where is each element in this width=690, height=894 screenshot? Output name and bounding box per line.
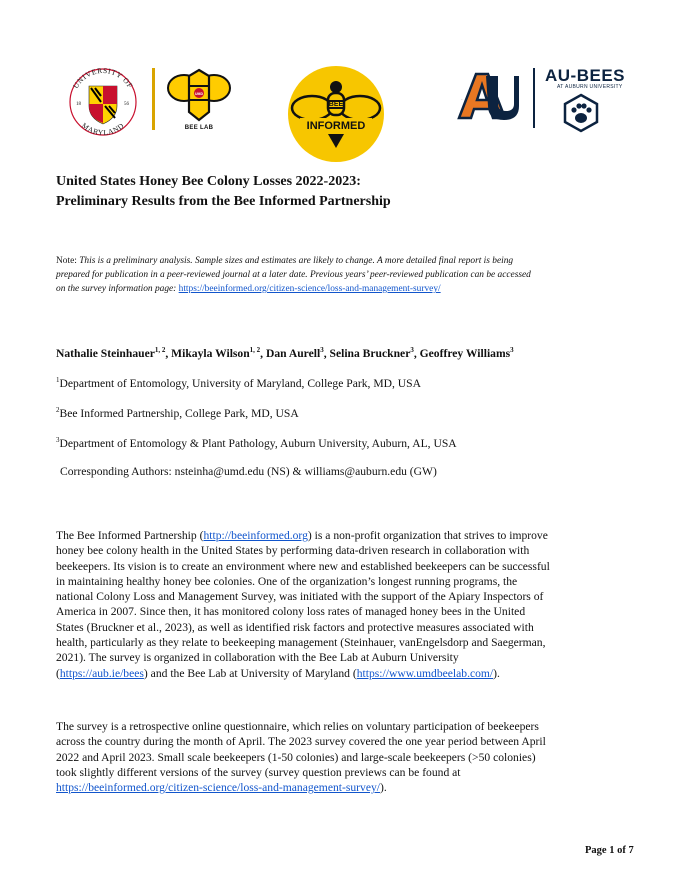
affiliation-text: Department of Entomology & Plant Pathology, Auburn University, Auburn, AL, USA	[59, 436, 457, 450]
affiliation-sup: 3	[56, 436, 60, 444]
para-line: States (Bruckner et al., 2023), as well as identified risk factors and protective measures associated with	[56, 620, 534, 634]
affiliation-3	[56, 436, 457, 450]
auburn-au-logo	[456, 70, 522, 122]
para-line: across the country during the month of April. The 2023 survey covered the one year period between April	[56, 735, 546, 749]
survey-info-link[interactable]: https://beeinformed.org/citizen-science/loss-and-management-survey/	[178, 284, 441, 294]
bee-informed-top-text: BEE	[328, 101, 344, 108]
logo-divider-navy	[533, 68, 535, 128]
author-name: Geoffrey Williams	[419, 346, 511, 360]
para-line: The survey is a retrospective online questionnaire, which relies on voluntary participation of beekeepers	[56, 720, 539, 733]
para-text: ) and the Bee Lab at University of Maryland (	[143, 666, 357, 680]
para-text: The Bee Informed Partnership (	[56, 529, 204, 542]
author-affiliation-sup: 3	[320, 346, 324, 354]
author-affiliation-sup: 1, 2	[249, 346, 261, 354]
affiliation-sup: 2	[56, 406, 60, 414]
para-line: 2022 and April 2023. Small scale beekeepers (1-50 colonies) and large-scale beekeepers (>50 colonies)	[56, 750, 536, 764]
para-text: ).	[379, 781, 387, 795]
author-affiliation-sup: 3	[510, 346, 514, 354]
para-line: took slightly different versions of the survey (survey question previews can be found at	[56, 765, 461, 779]
note-line-2: prepared for publication in a peer-reviewed journal at a later date. Previous years’ peer-reviewed publication can be accessed	[56, 270, 531, 280]
umd-year-left: 18	[76, 102, 81, 107]
para-line: in maintaining healthy honey bee colonies. One of the organization’s longest running programs, the	[56, 574, 518, 588]
umd-ring-bottom-text: MARYLAND	[80, 120, 126, 136]
title-line-2: Preliminary Results from the Bee Informed Partnership	[56, 194, 391, 209]
aubees-subtitle: AT AUBURN UNIVERSITY	[557, 84, 623, 90]
umd-year-right: 56	[124, 102, 129, 107]
bee-informed-logo	[286, 64, 386, 164]
para-text: (	[56, 666, 60, 680]
author-name: Selina Bruckner	[329, 346, 411, 360]
bee-lab-badge-text: UMD	[195, 92, 203, 96]
author-name: Mikayla Wilson	[171, 346, 250, 360]
aubees-hexagon-paw-icon	[560, 92, 602, 134]
document-title	[56, 172, 391, 212]
para-text: ).	[493, 666, 500, 680]
author-name: Dan Aurell	[265, 346, 321, 360]
preliminary-note	[56, 254, 636, 296]
bee-informed-bottom-text: INFORMED	[306, 120, 366, 132]
aubees-title: AU-BEES	[545, 66, 626, 85]
bee-lab-label: BEE LAB	[184, 125, 214, 131]
para-line: 2021). The survey is organized in collaboration with the Bee Lab at Auburn University	[56, 651, 459, 665]
para-line: national Colony Loss and Management Survey, was initiated with the support of the Apiary Inspectors of	[56, 590, 544, 604]
aub-bees-link[interactable]: https://aub.ie/bees	[59, 666, 144, 680]
author-list: Nathalie Steinhauer$^{1, 2}$, Mikayla Wilson$^{1, 2}$, Dan Aurell$^3$, Selina Bruckner$^3$, Geoffrey Williams$^3$	[56, 346, 514, 360]
beeinformed-link[interactable]: http://beeinformed.org	[203, 529, 308, 542]
affiliation-2	[56, 406, 299, 420]
logo-divider-gold	[152, 68, 155, 130]
umd-beelab-link[interactable]: https://www.umdbeelab.com/	[356, 666, 494, 680]
affiliation-sup: 1	[56, 376, 60, 384]
auburn-mark-text: AU	[461, 100, 463, 101]
para-line: honey bee colony health in the United States by performing data-driven research in collaboration with	[56, 544, 530, 558]
affiliation-text: Bee Informed Partnership, College Park, MD, USA	[59, 406, 299, 420]
para-line: America in 2007. Since then, it has monitored colony loss rates of managed honey bees in the United	[56, 605, 526, 619]
para-line: beekeepers. Its vision is to create an environment where new and established beekeepers can be successful	[56, 559, 550, 573]
author-affiliation-sup: 3	[410, 346, 414, 354]
umd-seal-logo	[62, 64, 144, 136]
title-line-1: United States Honey Bee Colony Losses 2022-2023:	[56, 174, 361, 189]
note-line-1: This is a preliminary analysis. Sample sizes and estimates are likely to change. A more detailed final report is being	[79, 256, 514, 266]
affiliation-1	[56, 376, 421, 390]
corresponding-authors: Corresponding Authors: nsteinha@umd.edu (NS) & williams@auburn.edu (GW)	[60, 465, 437, 478]
para-text: ) is a non-profit organization that strives to improve	[307, 529, 548, 542]
author-affiliation-sup: 1, 2	[154, 346, 166, 354]
affiliation-text: Department of Entomology, University of Maryland, College Park, MD, USA	[59, 376, 421, 390]
author-name: Nathalie Steinhauer	[56, 346, 155, 360]
survey-preview-link[interactable]: https://beeinformed.org/citizen-science/loss-and-management-survey/	[56, 781, 380, 795]
note-label: Note:	[56, 256, 77, 266]
survey-paragraph	[56, 719, 640, 795]
umd-ring-top-text: UNIVERSITY OF	[71, 65, 136, 91]
intro-paragraph	[56, 528, 640, 681]
para-line: health, particularly as they relate to beekeeping management (Steinhauer, vanEngelsdorp and Saegerman,	[56, 636, 546, 650]
page-number: Page 1 of 7	[585, 845, 634, 856]
note-line-3: on the survey information page:	[56, 284, 177, 294]
